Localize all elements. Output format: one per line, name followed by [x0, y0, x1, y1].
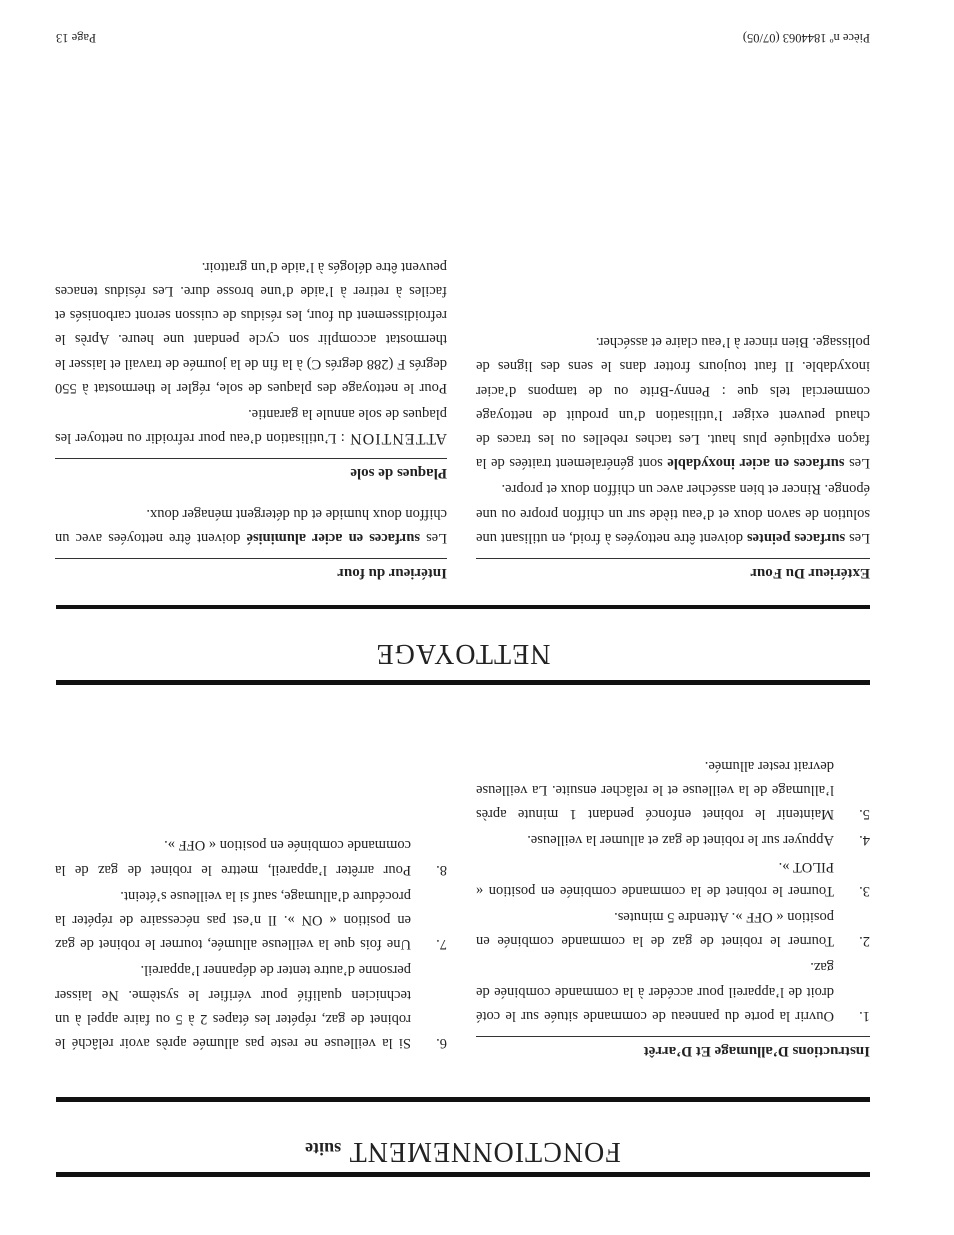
divider [56, 1172, 870, 1177]
footer-part-number: Pièce nº 1844063 (07/05) [742, 31, 870, 45]
item-text: Tourner le robinet de la commande combinée en position « PILOT ». [476, 858, 834, 899]
list-item [476, 955, 870, 1028]
divider [56, 1097, 870, 1102]
heading-instructions: Instructions D’allumage Et D’arrêt [476, 1036, 870, 1063]
item-number: 3. [859, 882, 870, 899]
item-number: 4. [859, 832, 870, 849]
item-number: 6. [436, 1035, 447, 1051]
heading-plaques: Plaques de sole [55, 458, 447, 485]
item-text: Appuyer sur le robinet de gaz et allumer la veilleuse. [527, 832, 834, 849]
item-text: Tourner le robinet de gaz de la commande combinée en position « OFF ». Attendre 5 minutes. [476, 908, 834, 950]
item-text: Ouvrir la porte du panneau de commande située sur le coté droit de l’appareil pour accéder à la commande combinée de gaz. [476, 959, 834, 1024]
section-title-nettoyage: NETTOYAGE [375, 638, 551, 669]
exterieur-column [476, 328, 870, 585]
list-item [55, 958, 447, 1055]
list-item [476, 905, 870, 953]
instructions-column-right [55, 831, 447, 1063]
list-item [55, 884, 447, 957]
footer-page-number: Page 13 [56, 31, 96, 45]
list-item [476, 828, 870, 852]
heading-exterieur: Extérieur Du Four [476, 558, 870, 585]
heading-interieur: Intérieur du four [55, 558, 447, 585]
list-item [476, 854, 870, 902]
item-number: 7. [436, 936, 447, 953]
paragraph: Les surfaces en acier aluminisé doivent être nettoyées avec un chiffon doux humide et du détergent ménager doux. [55, 505, 447, 546]
item-text: Pour arrêter l’appareil, mettre le robinet de gaz de la commande combinée en position « OFF ». [55, 837, 411, 878]
paragraph: Les surfaces peintes doivent être nettoyées à froid, en utilisant une solution de savon doux et d’eau tiède sur un chiffon propre ou une éponge. Rincer et bien assécher avec un chiffon doux et propre. [476, 481, 870, 546]
item-number: 8. [436, 861, 447, 878]
interieur-column [55, 253, 447, 585]
paragraph: ATTENTION : L’utilisation d’eau pour refroidir ou nettoyer les plaques de sole annule la garantie. [55, 405, 447, 448]
item-number: 2. [859, 933, 870, 950]
list-item [476, 754, 870, 827]
list-item [55, 833, 447, 881]
section-title-fonctionnement: FONCTIONNEMENT suite [305, 1136, 621, 1167]
item-text: Une fois que la veilleuse allumée, tourner le robinet de gaz en position « ON ». Il n’est pas nécessaire de répéter la procédure d’allumage, sauf si la veilleuse s’éteint. [55, 887, 411, 953]
item-text: Maintenir le robinet enfoncé pendant 1 minute après l’allumage de la veilleuse et le relâcher ensuite. La veilleuse devrait rester allumée. [476, 757, 834, 823]
divider [56, 680, 870, 685]
paragraph: Les surfaces en acier inoxydable sont généralement traitées de la façon expliquée plus haut. Les taches rebelles ou les traces de chaud peuvent exiger l’utilisation d’un produit de nettoyage commercial tels que : Penny-Brite ou de tampons d’acier inoxydable. Il faut toujours frotter dans le sens des lignes de polissage. Bien rincer à l’eau claire et assécher. [475, 334, 870, 472]
paragraph: Pour le nettoyage des plaques de sole, régler le thermostat à 550 degrés F (288 degrés C) à la fin de la journée de travail et laisser le thermostat accomplir son cycle pendant une heure. Après le refroidissement du four, les résidus de cuisson seront carbonisés et faciles à retirer à l’aide d’une brosse dure. Les résidus tenaces peuvent être délogés à l’aide d’un grattoir. [55, 258, 447, 396]
divider [56, 605, 870, 609]
item-number: 1. [859, 1007, 870, 1024]
item-text: Si la veilleuse ne reste pas allumée après avoir relâché le robinet de gaz, répéter les étapes 2 à 5 ou faire appel à un technicien qualifié pour vérifier le système. Ne laisser personne d’autre tenter de dépanner l’appareil. [55, 962, 411, 1051]
instructions-column-left [476, 752, 870, 1063]
item-number: 5. [859, 806, 870, 823]
